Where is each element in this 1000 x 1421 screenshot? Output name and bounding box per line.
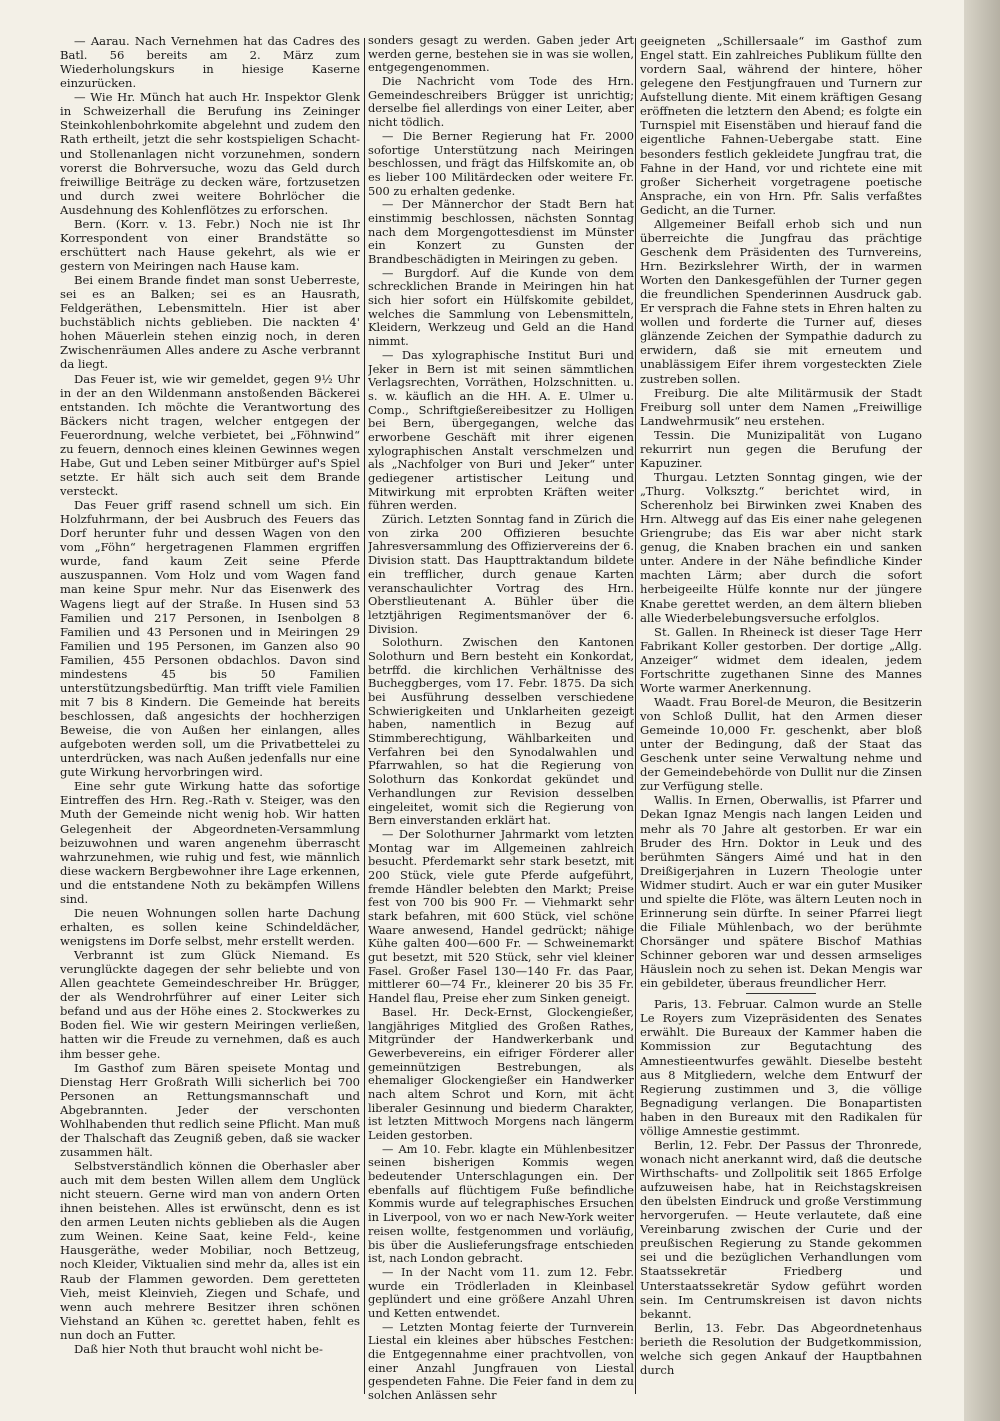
section-separator: [746, 993, 816, 994]
article-bern-intro: Bern. (Korr. v. 13. Febr.) Noch nie ist Ihr Korrespondent von einer Brandstätte so erschüttert nach Hause gekehrt, als wie er gestern von Meiringen nach Hause kam.: [60, 216, 360, 273]
article-maennerchor: — Der Männerchor der Stadt Bern hat einstimmig beschlossen, nächsten Sonntag nach dem Morgengottesdienst im Münster ein Konzert zu Gunsten der Brandbeschädigten in Meiringen zu geben.: [368, 197, 634, 266]
paragraph: Allgemeiner Beifall erhob sich und nun überreichte die Jungfrau das prächtige Geschenk dem Präsidenten des Turnvereins, Hrn. Bezirkslehrer Wirth, der in warmen Worten den Dankesgefühlen der Turner gegen die freundlichen Spenderinnen Ausdruck gab. Er versprach die Fahne stets in Ehren halten zu wollen und forderte die Turner auf, dieses glänzende Zeichen der Sympathie dadurch zu erwidern, daß sie mit erneutem und unablässigem Eifer ihrem vorgesteckten Ziele zustreben sollen.: [640, 216, 922, 386]
paragraph: Im Gasthof zum Bären speisete Montag und Dienstag Herr Großrath Willi sicherlich bei 700 Personen an Rettungsmannschaft und Abgebrannten. Jeder der verschonten Wohlhabenden thut redlich seine Pflicht. Man muß der Thalschaft das Zeugniß geben, daß sie wacker zusammen hält.: [60, 1060, 360, 1159]
article-liestal: — Letzten Montag feierte der Turnverein Liestal ein kleines aber hübsches Festchen: die Entgegennahme einer prachtvollen, von einer Anzahl Jungfrauen von Liestal gespendeten Fahne. Die Feier fand in dem zu solchen Anlässen sehr: [368, 1319, 634, 1403]
article-waadt: Waadt. Frau Borel-de Meuron, die Besitzerin von Schloß Dullit, hat den Armen dieser Gemeinde 10,000 Fr. geschenkt, aber bloß unter der Bedingung, daß der Staat das Geschenk unter seine Verwaltung nehme und der Gemeindebehörde von Dullit nur die Zinsen zur Verfügung stelle.: [640, 694, 922, 794]
article-thurgau: Thurgau. Letzten Sonntag gingen, wie der „Thurg. Volksztg.“ berichtet wird, in Scherenholz bei Birwinken zwei Knaben des Hrn. Altwegg auf das Eis einer nahe gelegenen Griengrube; das Eis war aber nicht stark genug, die Knaben brachen ein und sanken unter. Andere in der Nähe befindliche Kinder machten Lärm; aber durch die sofort herbeigeeilte Hülfe konnte nur der jüngere Knabe gerettet werden, an dem ältern blieben alle Wiederbelebungsversuche erfolglos.: [640, 469, 922, 625]
column-left: [60, 34, 360, 1406]
column-rule: [635, 38, 636, 1394]
column-right: [640, 34, 922, 1406]
article-zuerich: Zürich. Letzten Sonntag fand in Zürich die von zirka 200 Offizieren besuchte Jahresversammlung des Offiziervereins der 6. Division statt. Das Haupttraktandum bildete ein trefflicher, durch genaue Karten veranschaulichter Vortrag des Hrn. Oberstlieutenant A. Bühler über die letztjährigen Regimentsmanöver der 6. Division.: [368, 512, 634, 636]
column-rule: [364, 38, 365, 1394]
paragraph: Verbrannt ist zum Glück Niemand. Es verunglückte dagegen der sehr beliebte und von Allen geachtete Gemeindeschreiber Hr. Brügger, der als Wendrohrführer auf einer Leiter sich befand und aus der Höhe eines 2. Stockwerkes zu Boden fiel. Wie wir gestern Meiringen verließen, hatten wir die Freude zu vernehmen, daß es auch ihm besser gehe.: [60, 948, 360, 1061]
article-berlin-13: Berlin, 13. Febr. Das Abgeordnetenhaus berieth die Resolution der Budgetkommission, welche sich gegen Ankauf der Hauptbahnen durch: [640, 1320, 922, 1377]
article-berlin-12: Berlin, 12. Febr. Der Passus der Thronrede, wonach nicht anerkannt wird, daß die deutsche Wirthschafts- und Zollpolitik seit 1865 Erfolge aufzuweisen habe, hat in Reichstagskreisen den übelsten Eindruck und große Verstimmung hervorgerufen. — Heute verlautete, daß eine Vereinbarung zwischen der Curie und der preußischen Regierung zu Stande gekommen sei und die bezüglichen Verhandlungen vom Staatssekretär Friedberg und Unterstaatssekretär Sydow geführt worden sein. Im Centrumskreisen ist davon nichts bekannt.: [640, 1137, 922, 1321]
article-berner-regierung: — Die Berner Regierung hat Fr. 2000 sofortige Unterstützung nach Meiringen beschlossen, und frägt das Hilfskomite an, ob es lieber 100 Militärdecken oder weitere Fr. 500 zu erhalten gedenke.: [368, 128, 634, 198]
article-freiburg: Freiburg. Die alte Militärmusik der Stadt Freiburg soll unter dem Namen „Freiwillige Landwehrmusik“ neu erstehen.: [640, 385, 922, 428]
paragraph: Daß hier Noth thut braucht wohl nicht be-: [74, 1341, 323, 1356]
scan-edge: [964, 0, 1000, 1421]
paragraph: geeigneten „Schillersaale“ im Gasthof zum Engel statt. Ein zahlreiches Publikum füllte den vordern Saal, während der hintere, höher gelegene den Festjungfrauen und Turnern zur Aufstellung diente. Mit einem kräftigen Gesang eröffneten die letztern den Abend; es folgte ein Turnspiel mit Eisenstäben und hierauf fand die eigentliche Fahnen-Uebergabe statt. Eine besonders festlich gekleidete Jungfrau trat, die Fahne in der Hand, vor und richtete eine mit großer Sicherheit vorgetragene poetische Ansprache, ein von Hrn. Pfr. Salis verfaßtes Gedicht, an die Turner.: [640, 34, 922, 217]
column-middle: [368, 34, 634, 1406]
article-solothurn: Solothurn. Zwischen den Kantonen Solothurn und Bern besteht ein Konkordat, betrffd. die kirchlichen Verhältnisse des Bucheggberges, vom 17. Febr. 1875. Da sich bei Ausführung desselben verschiedene Schwierigkeiten und Unklarheiten gezeigt haben, namentlich in Bezug auf Stimmberechtigung, Wählbarkeiten und Verfahren bei den Synodalwahlen und Pfarrwahlen, so hat die Regierung von Solothurn das Konkordat gekündet und Verhandlungen zur Revision desselben eingeleitet, womit sich die Regierung von Bern einverstanden erklärt hat.: [368, 635, 634, 828]
article-zeiningen: — Wie Hr. Münch hat auch Hr. Inspektor Glenk in Schweizerhall die Berufung ins Zeininger Steinkohlenbohrkomite abgelehnt und zudem den Rath ertheilt, jetzt die sehr kostspieligen Schacht- und Stollenanlagen nicht vorzunehmen, sondern vorerst die Bohrversuche, wozu das Geld durch freiwillige Beiträge zu decken wäre, fortzusetzen und durch zwei weitere Bohrlöcher die Ausdehnung des Kohlenflötzes zu erforschen.: [60, 90, 360, 217]
article-kleinbasel: — In der Nacht vom 11. zum 12. Febr. wurde ein Trödlerladen in Kleinbasel geplündert und eine größere Anzahl Uhren und Ketten entwendet.: [368, 1264, 634, 1320]
paragraph: Das Feuer griff rasend schnell um sich. Ein Holzfuhrmann, der bei Ausbruch des Feuers das Dorf herunter fuhr und dessen Wagen von den vom „Föhn“ hergetragenen Flammen ergriffen wurde, fand kaum Zeit seine Pferde auszuspannen. Vom Holz und vom Wagen fand man keine Spur mehr. Nur das Eisenwerk des Wagens liegt auf der Straße. In Husen sind 53 Familien und 217 Personen, in Isenbolgen 8 Familien und 43 Personen und in Meiringen 29 Familien und 195 Personen, im Ganzen also 90 Familien, 455 Personen obdachlos. Davon sind mindestens 45 bis 50 Familien unterstützungsbedürftig. Man trifft viele Familien mit 7 bis 8 Kindern. Die Gemeinde hat bereits beschlossen, daß angesichts der hochherzigen Beweise, die von Außen her einlangen, alles aufgeboten werden soll, um die Privatbettelei zu unterdrücken, was nach Außen jedenfalls nur eine gute Wirkung hervorbringen wird.: [60, 498, 360, 780]
paragraph: Selbstverständlich können die Oberhasler aber auch mit dem besten Willen allem dem Unglück nicht steuern. Gerne wird man von andern Orten ihnen beistehen. Alles ist erwünscht, denn es ist den armen Leuten nichts geblieben als die Augen zum Weinen. Keine Saat, keine Feld-, keine Hausgeräthe, weder Mobiliar, noch Bettzeug, noch Kleider, Viktualien sind mehr da, alles ist ein Raub der Flammen geworden. Dem geretteten Vieh, meist Kleinvieh, Ziegen und Schafe, und wenn auch mehrere Besitzer ihren schönen Viehstand an Kühen ꝛc. gerettet haben, fehlt es nun doch an Futter.: [60, 1159, 360, 1342]
article-st-gallen: St. Gallen. In Rheineck ist dieser Tage Herr Fabrikant Koller gestorben. Der dortige „Allg. Anzeiger“ widmet dem idealen, jedem Fortschritte zugethanen Sinne des Mannes Worte warmer Anerkennung.: [640, 624, 922, 695]
paragraph: Bei einem Brande findet man sonst Ueberreste, sei es an Balken; sei es an Hausrath, Feldgeräthen, Lebensmitteln. Hier ist aber buchstäblich nichts geblieben. Die nackten 4' hohen Mäuerlein stehen einzig noch, in deren Zwischenräumen Alles andere zu Asche verbrannt da liegt.: [60, 273, 360, 372]
article-wallis: Wallis. In Ernen, Oberwallis, ist Pfarrer und Dekan Ignaz Mengis nach langen Leiden und mehr als 70 Jahre alt gestorben. Er war ein Bruder des Hrn. Doktor in Leuk und des berühmten Sängers Aimé und hat in den Dreißigerjahren in Luzern Theologie unter Widmer studirt. Auch er war ein guter Musiker und spielte die Flöte, was ältern Leuten noch in Erinnerung sein dürfte. In seiner Pfarrei liegt die Filiale Mühlenbach, wo der berühmte Chorsänger und spätere Bischof Mathias Schinner geboren war und dessen armseliges Häuslein noch zu sehen ist. Dekan Mengis war ein gebildeter, überaus freundlicher Herr.: [640, 793, 922, 991]
article-jahrmarkt: — Der Solothurner Jahrmarkt vom letzten Montag war im Allgemeinen zahlreich besucht. Pferdemarkt sehr stark besetzt, mit 200 Stück, viele gute Pferde aufgeführt, fremde Händler belebten den Markt; Preise fest von 700 bis 900 Fr. — Viehmarkt sehr stark befahren, mit 600 Stück, viel schöne Waare anwesend, Handel gedrückt; nähige Kühe galten 400—600 Fr. — Schweinemarkt gut besetzt, mit 520 Stück, sehr viel kleiner Fasel. Großer Fasel 130—140 Fr. das Paar, mittlerer 60—74 Fr., kleinerer 20 bis 35 Fr. Handel flau, Preise eher zum Sinken geneigt.: [368, 826, 634, 1006]
article-burgdorf: — Burgdorf. Auf die Kunde von dem schrecklichen Brande in Meiringen hin hat sich hier sofort ein Hülfskomite gebildet, welches die Sammlung von Lebensmitteln, Kleidern, Werkzeug und Geld an die Hand nimmt.: [368, 265, 634, 349]
paragraph: sonders gesagt zu werden. Gaben jeder Art werden gerne, bestehen sie in was sie wollen, entgegengenommen.: [368, 34, 634, 75]
article-kommis: — Am 10. Febr. klagte ein Mühlenbesitzer seinen bisherigen Kommis wegen bedeutender Unterschlagungen ein. Der ebenfalls auf flüchtigem Fuße befindliche Kommis wurde auf telegraphisches Ersuchen in Liverpool, von wo er nach New-York weiter reisen wollte, festgenommen und vorläufig, bis über die Auslieferungsfrage entschieden ist, nach London gebracht.: [368, 1141, 634, 1266]
article-xylographie: — Das xylographische Institut Buri und Jeker in Bern ist mit seinen sämmtlichen Verlagsrechten, Vorräthen, Holzschnitten. u. s. w. käuflich an die HH. A. E. Ulmer u. Comp., Schriftgießereibesitzer zu Holligen bei Bern, übergegangen, welche das erworbene Geschäft mit ihrer eigenen xylographischen Anstalt verschmelzen und als „Nachfolger von Buri und Jeker“ unter gediegener artistischer Leitung und Mitwirkung mit erprobten Kräften weiter führen werden.: [368, 347, 634, 513]
paragraph: Eine sehr gute Wirkung hatte das sofortige Eintreffen des Hrn. Reg.-Rath v. Steiger, was den Muth der Gemeinde nicht wenig hob. Wir hatten Gelegenheit der Abgeordneten-Versammlung beizuwohnen und waren angenehm überrascht wahrzunehmen, wie ruhig und fest, wie männlich diese wackern Bergbewohner ihre Lage erkennen, und die entstandene Noth zu bekämpfen Willens sind.: [60, 779, 360, 906]
paragraph: Das Feuer ist, wie wir gemeldet, gegen 9½ Uhr in der an den Wildenmann anstoßenden Bäckerei entstanden. Ich möchte die Verantwortung des Bäckers nicht tragen, welcher entgegen der Feuerordnung, welche verbietet, bei „Föhnwind“ zu feuern, dennoch eines kleinen Gewinnes wegen Habe, Gut und Leben seiner Mitbürger auf's Spiel setzte. Er hält sich auch seit dem Brande versteckt.: [60, 371, 360, 498]
paragraph: Die Nachricht vom Tode des Hrn. Gemeindeschreibers Brügger ist unrichtig; derselbe fiel allerdings von einer Leiter, aber nicht tödlich.: [368, 74, 634, 130]
article-aarau: — Aarau. Nach Vernehmen hat das Cadres des Batl. 56 bereits am 2. März zum Wiederholungskurs in hiesige Kaserne einzurücken.: [60, 34, 360, 91]
article-tessin: Tessin. Die Munizipalität von Lugano rekurrirt nun gegen die Berufung der Kapuziner.: [640, 427, 922, 470]
article-paris: Paris, 13. Februar. Calmon wurde an Stelle Le Royers zum Vizepräsidenten des Senates erwählt. Die Bureaux der Kammer haben die Kommission zur Begutachtung des Amnestieentwurfes gewählt. Dieselbe besteht aus 8 Mitgliedern, welche dem Entwurf der Regierung zustimmen und 3, die völlige Begnadigung verlangen. Die Bonapartisten haben in den Bureaux mit den Radikalen für völlige Amnestie gestimmt.: [640, 997, 922, 1138]
paragraph: Die neuen Wohnungen sollen harte Dachung erhalten, es sollen keine Schindeldächer, wenigstens im Dorfe selbst, mehr erstellt werden.: [60, 905, 360, 948]
article-basel: Basel. Hr. Deck-Ernst, Glockengießer, langjähriges Mitglied des Großen Rathes, Mitgründer der Handwerkerbank und Gewerbevereins, ein eifriger Förderer aller gemeinnützigen Bestrebungen, als ehemaliger Glockengießer ein Handwerker nach altem Schrot und Korn, mit ächt liberaler Gesinnung und biederm Charakter, ist letzten Mittwoch Morgens nach längerm Leiden gestorben.: [368, 1004, 634, 1142]
